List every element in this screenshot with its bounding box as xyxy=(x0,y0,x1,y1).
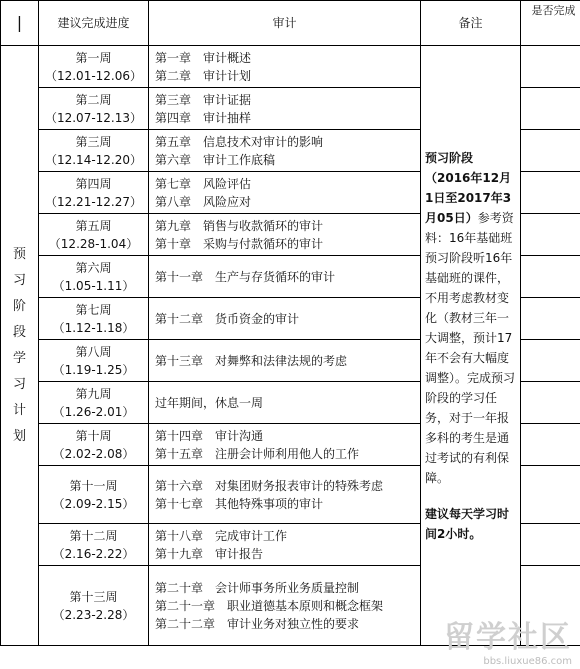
chapter-item: 第八章 风险应对 xyxy=(155,194,252,209)
chapter-item: 第十六章 对集团财务报表审计的特殊考虑 xyxy=(155,478,384,493)
audit-chapters-cell xyxy=(149,88,421,130)
audit-chapters-cell xyxy=(149,466,421,524)
chapter-item: 第十九章 审计报告 xyxy=(155,546,264,561)
header-done: 是否完成 xyxy=(521,1,580,46)
week-label: 第十二周 xyxy=(69,528,118,543)
audit-chapters-cell xyxy=(149,382,421,424)
chapter-item: 第十四章 审计沟通 xyxy=(155,428,264,443)
chapter-item: 第十五章 注册会计师利用他人的工作 xyxy=(155,446,360,461)
week-label: 第五周 xyxy=(75,218,112,233)
chapter-item: 第十二章 货币资金的审计 xyxy=(155,311,300,326)
week-cell xyxy=(39,424,149,466)
week-cell xyxy=(39,382,149,424)
week-dates: （2.16-2.22） xyxy=(52,546,135,561)
week-cell xyxy=(39,130,149,172)
chapter-item: 第四章 审计抽样 xyxy=(155,110,252,125)
header-row xyxy=(1,1,580,46)
chapter-item: 第十一章 生产与存货循环的审计 xyxy=(155,269,336,284)
note-cell xyxy=(421,46,521,646)
chapter-item: 第二十一章 职业道德基本原则和概念框架 xyxy=(155,598,384,613)
week-dates: （1.19-1.25） xyxy=(52,362,135,377)
week-dates: （12.14-12.20） xyxy=(44,152,143,167)
note-body: 参考资料：16年基础班预习阶段听16年基础班的课件，不用考虑教材变化（教材三年一大调整，预计17年不会有大幅度调整）。完成预习阶段的学习任务，对于一年报多科的考生是通过考试的有利保障。 xyxy=(425,210,516,485)
chapter-item: 第七章 风险评估 xyxy=(155,176,252,191)
week-label: 第七周 xyxy=(75,302,112,317)
week-cell xyxy=(39,214,149,256)
chapter-item: 第二十章 会计师事务所业务质量控制 xyxy=(155,580,360,595)
table-row xyxy=(1,46,580,88)
week-cell xyxy=(39,88,149,130)
week-cell xyxy=(39,298,149,340)
header-progress: 建议完成进度 xyxy=(39,1,149,46)
done-checkbox-cell[interactable] xyxy=(521,566,580,646)
header-audit: 审计 xyxy=(149,1,421,46)
week-dates: （2.23-2.28） xyxy=(52,607,135,622)
week-cell xyxy=(39,46,149,88)
chapter-item: 第十三章 对舞弊和法律法规的考虑 xyxy=(155,353,348,368)
chapter-item: 第五章 信息技术对审计的影响 xyxy=(155,134,324,149)
week-dates: （1.05-1.11） xyxy=(52,278,135,293)
week-cell xyxy=(39,566,149,646)
watermark-logo: 留学社区 bbs.liuxue86.com xyxy=(444,620,572,667)
audit-chapters-cell xyxy=(149,46,421,88)
chapter-item: 第二章 审计计划 xyxy=(155,68,252,83)
done-checkbox-cell[interactable] xyxy=(521,130,580,172)
week-dates: （2.02-2.08） xyxy=(52,446,135,461)
chapter-item: 第六章 审计工作底稿 xyxy=(155,152,276,167)
header-slash-cell: | xyxy=(1,1,39,46)
done-checkbox-cell[interactable] xyxy=(521,466,580,524)
week-label: 第十一周 xyxy=(69,478,118,493)
week-label: 第三周 xyxy=(75,134,112,149)
week-dates: （2.09-2.15） xyxy=(52,496,135,511)
audit-chapters-cell xyxy=(149,214,421,256)
week-dates: （1.26-2.01） xyxy=(52,404,135,419)
week-cell xyxy=(39,256,149,298)
audit-chapters-cell xyxy=(149,130,421,172)
chapter-item: 第三章 审计证据 xyxy=(155,92,252,107)
week-cell xyxy=(39,524,149,566)
week-dates: （12.01-12.06） xyxy=(44,68,143,83)
header-note: 备注 xyxy=(421,1,521,46)
note-footer: 建议每天学习时间2小时。 xyxy=(425,506,510,541)
chapter-item: 第十八章 完成审计工作 xyxy=(155,528,288,543)
week-dates: （1.12-1.18） xyxy=(52,320,135,335)
week-label: 第四周 xyxy=(75,176,112,191)
week-cell xyxy=(39,172,149,214)
week-label: 第六周 xyxy=(75,260,112,275)
phase-label-cell xyxy=(1,46,39,646)
chapter-item: 第一章 审计概述 xyxy=(155,50,252,65)
audit-chapters-cell xyxy=(149,424,421,466)
phase-label: 预习阶段学习计划 xyxy=(12,246,26,444)
audit-chapters-cell xyxy=(149,340,421,382)
done-checkbox-cell[interactable] xyxy=(521,524,580,566)
done-checkbox-cell[interactable] xyxy=(521,382,580,424)
week-cell xyxy=(39,466,149,524)
week-label: 第十三周 xyxy=(69,589,118,604)
week-label: 第八周 xyxy=(75,344,112,359)
week-dates: （12.07-12.13） xyxy=(44,110,143,125)
chapter-item: 第九章 销售与收款循环的审计 xyxy=(155,218,324,233)
done-checkbox-cell[interactable] xyxy=(521,46,580,88)
chapter-item: 第十章 采购与付款循环的审计 xyxy=(155,236,324,251)
week-label: 第二周 xyxy=(75,92,112,107)
audit-chapters-cell xyxy=(149,172,421,214)
done-checkbox-cell[interactable] xyxy=(521,172,580,214)
audit-chapters-cell xyxy=(149,566,421,646)
audit-chapters-cell xyxy=(149,256,421,298)
week-label: 第十周 xyxy=(75,428,112,443)
done-checkbox-cell[interactable] xyxy=(521,298,580,340)
audit-chapters-cell xyxy=(149,298,421,340)
week-label: 第一周 xyxy=(75,50,112,65)
chapter-item: 第二十二章 审计业务对独立性的要求 xyxy=(155,616,360,631)
week-dates: （12.21-12.27） xyxy=(44,194,143,209)
audit-chapters-cell xyxy=(149,524,421,566)
done-checkbox-cell[interactable] xyxy=(521,88,580,130)
done-checkbox-cell[interactable] xyxy=(521,256,580,298)
week-cell xyxy=(39,340,149,382)
week-label: 第九周 xyxy=(75,386,112,401)
chapter-item: 过年期间，休息一周 xyxy=(155,395,264,410)
done-checkbox-cell[interactable] xyxy=(521,424,580,466)
chapter-item: 第十七章 其他特殊事项的审计 xyxy=(155,496,324,511)
note-period: 预习阶段（2016年12月1日至2017年3月05日） xyxy=(425,150,512,225)
done-checkbox-cell[interactable] xyxy=(521,340,580,382)
done-checkbox-cell[interactable] xyxy=(521,214,580,256)
week-dates: （12.28-1.04） xyxy=(48,236,139,251)
